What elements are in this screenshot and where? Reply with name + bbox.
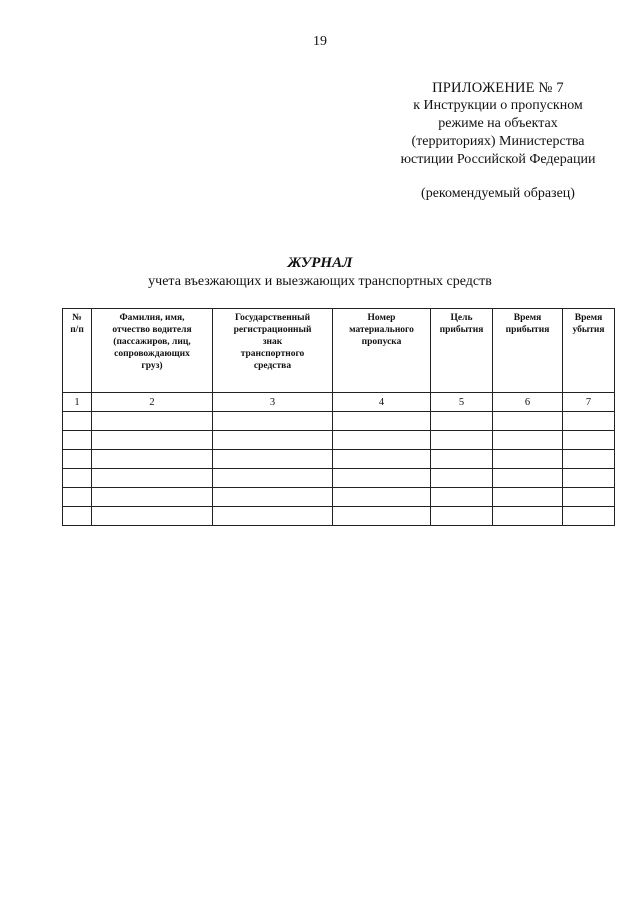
appendix-line: юстиции Российской Федерации bbox=[400, 152, 596, 167]
column-number-cell: 3 bbox=[213, 393, 333, 412]
column-header-line: Время bbox=[574, 313, 603, 323]
column-header-line: регистрационный bbox=[233, 325, 312, 335]
empty-cell bbox=[92, 507, 213, 526]
empty-cell bbox=[213, 412, 333, 431]
empty-cell bbox=[431, 450, 493, 469]
empty-cell bbox=[333, 412, 431, 431]
empty-cell bbox=[213, 431, 333, 450]
column-header bbox=[63, 309, 92, 393]
empty-cell bbox=[63, 412, 92, 431]
empty-cell bbox=[333, 507, 431, 526]
column-number-cell: 1 bbox=[63, 393, 92, 412]
empty-cell bbox=[63, 507, 92, 526]
page-number: 19 bbox=[313, 34, 327, 49]
journal-table bbox=[62, 308, 615, 526]
column-header-line: прибытия bbox=[505, 325, 550, 335]
column-number-cell: 5 bbox=[431, 393, 493, 412]
column-header-line: Время bbox=[513, 313, 542, 323]
empty-cell bbox=[493, 469, 563, 488]
empty-cell bbox=[431, 488, 493, 507]
empty-cell bbox=[431, 507, 493, 526]
empty-cell bbox=[63, 431, 92, 450]
empty-cell bbox=[493, 507, 563, 526]
column-header-line: п/п bbox=[70, 325, 84, 335]
column-header-line: Цель bbox=[450, 313, 473, 323]
empty-cell bbox=[63, 450, 92, 469]
appendix-line: к Инструкции о пропускном bbox=[413, 98, 583, 113]
column-number-cell: 2 bbox=[92, 393, 213, 412]
table-header-row bbox=[63, 309, 615, 393]
column-number-cell: 6 bbox=[493, 393, 563, 412]
column-header-line: Номер bbox=[367, 313, 396, 323]
appendix-title: ПРИЛОЖЕНИЕ № 7 bbox=[432, 80, 564, 96]
empty-cell bbox=[333, 469, 431, 488]
empty-cell bbox=[213, 450, 333, 469]
column-header-line: транспортного bbox=[240, 349, 305, 359]
empty-cell bbox=[563, 431, 615, 450]
empty-cell bbox=[493, 412, 563, 431]
appendix-block bbox=[378, 79, 618, 203]
empty-cell bbox=[92, 412, 213, 431]
column-header bbox=[493, 309, 563, 393]
empty-cell bbox=[333, 488, 431, 507]
empty-cell bbox=[213, 469, 333, 488]
document-subtitle: учета въезжающих и выезжающих транспортных средств bbox=[148, 274, 492, 289]
empty-cell bbox=[92, 450, 213, 469]
column-header-line: сопровождающих bbox=[114, 349, 190, 359]
empty-cell bbox=[213, 507, 333, 526]
appendix-note: (рекомендуемый образец) bbox=[421, 186, 575, 201]
table-row bbox=[63, 450, 615, 469]
empty-cell bbox=[493, 488, 563, 507]
empty-cell bbox=[493, 450, 563, 469]
column-header-line: средства bbox=[253, 361, 292, 371]
empty-cell bbox=[92, 431, 213, 450]
empty-cell bbox=[63, 488, 92, 507]
column-header-line: отчество водителя bbox=[112, 325, 192, 335]
column-header-line: Государственный bbox=[234, 313, 311, 323]
column-header-line: (пассажиров, лиц, bbox=[113, 337, 191, 347]
empty-cell bbox=[431, 469, 493, 488]
empty-cell bbox=[563, 488, 615, 507]
table-row bbox=[63, 507, 615, 526]
column-header bbox=[563, 309, 615, 393]
column-header-line: пропуска bbox=[361, 337, 402, 347]
empty-cell bbox=[92, 488, 213, 507]
column-number-row bbox=[63, 393, 615, 412]
column-number-cell: 7 bbox=[563, 393, 615, 412]
appendix-line: (территориях) Министерства bbox=[411, 134, 585, 149]
empty-cell bbox=[92, 469, 213, 488]
table-row bbox=[63, 469, 615, 488]
column-header-line: № bbox=[72, 313, 82, 323]
empty-cell bbox=[63, 469, 92, 488]
empty-cell bbox=[431, 431, 493, 450]
column-header bbox=[213, 309, 333, 393]
empty-cell bbox=[563, 412, 615, 431]
column-header-line: груз) bbox=[141, 361, 163, 371]
table-row bbox=[63, 488, 615, 507]
empty-cell bbox=[333, 450, 431, 469]
column-header-line: прибытия bbox=[439, 325, 484, 335]
empty-cell bbox=[213, 488, 333, 507]
column-header bbox=[431, 309, 493, 393]
empty-cell bbox=[563, 450, 615, 469]
document-title: ЖУРНАЛ bbox=[287, 255, 353, 271]
empty-cell bbox=[493, 431, 563, 450]
appendix-line: режиме на объектах bbox=[438, 116, 558, 131]
empty-cell bbox=[333, 431, 431, 450]
empty-cell bbox=[563, 469, 615, 488]
column-number-cell: 4 bbox=[333, 393, 431, 412]
column-header bbox=[92, 309, 213, 393]
column-header-line: знак bbox=[262, 337, 283, 347]
table-row bbox=[63, 412, 615, 431]
empty-cell bbox=[563, 507, 615, 526]
column-header-line: убытия bbox=[572, 325, 605, 335]
column-header-line: Фамилия, имя, bbox=[119, 313, 185, 323]
table-row bbox=[63, 431, 615, 450]
empty-cell bbox=[431, 412, 493, 431]
column-header-line: материального bbox=[349, 325, 414, 335]
column-header bbox=[333, 309, 431, 393]
